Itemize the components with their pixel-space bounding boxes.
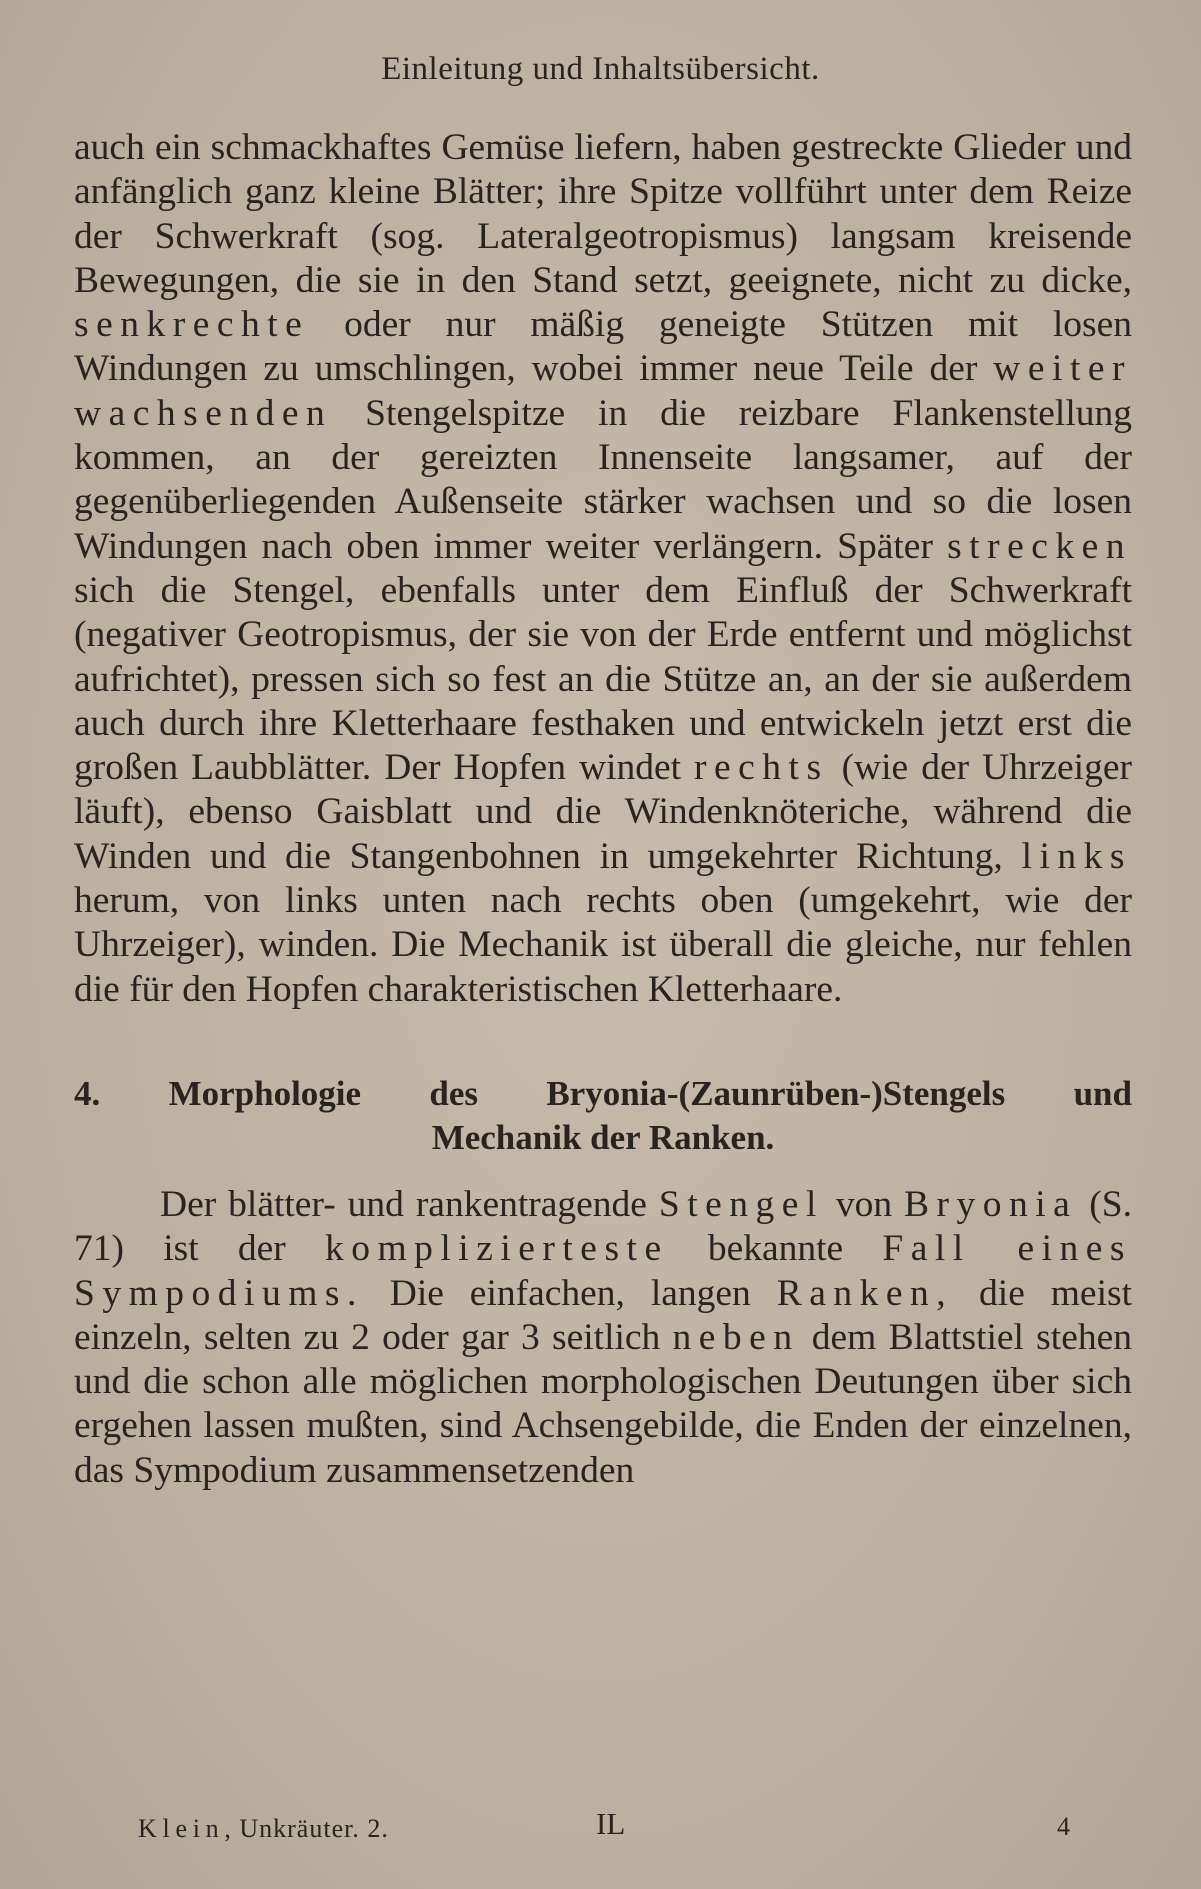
section-heading-line-2: Mechanik der Ranken. bbox=[431, 1117, 775, 1157]
paragraph-1 bbox=[74, 126, 1132, 1012]
text-run: sich die Stengel, ebenfalls unter dem Einfluß der Schwerkraft (negativer Geotropismus, der sie von der Erde entfernt und möglichst aufrichtet), pressen sich so fest an die Stütze an, an der sie außerdem auch durch ihre Kletterhaare festhaken und entwickeln jetzt erst die großen Laubblätter. Der Hopfen windet bbox=[74, 569, 1132, 789]
spaced-emphasis-run: Stengel bbox=[658, 1183, 824, 1225]
running-head: Einleitung und Inhaltsübersicht. bbox=[381, 51, 820, 87]
spaced-emphasis-run: rechts bbox=[694, 747, 829, 789]
text-run: von bbox=[823, 1183, 905, 1225]
text-run: dem Blattstiel stehen und die schon alle möglichen morphologischen Deutungen über sich ergehen lassen mußten, sind Achsengebilde, die Enden der einzelnen, das Sympodium zusammensetzenden bbox=[74, 1316, 1132, 1491]
paragraph-2 bbox=[74, 1183, 1132, 1493]
text-run: (S. 71) ist der bbox=[74, 1183, 1133, 1270]
spaced-emphasis-run: Ranken, bbox=[776, 1272, 954, 1314]
text-run: bekannte bbox=[668, 1228, 883, 1270]
spaced-emphasis-run: Bryonia bbox=[904, 1183, 1078, 1225]
spaced-emphasis-run: links bbox=[1021, 835, 1132, 877]
section-heading-line-1: 4. Morphologie des Bryonia-(Zaunrüben-)Stengels und bbox=[74, 1073, 1132, 1113]
section-heading bbox=[74, 1072, 1132, 1160]
text-run: auch ein schmackhaftes Gemüse liefern, haben gestreckte Glieder und anfänglich ganz kleine Blätter; ihre Spitze vollführt unter dem Reize der Schwerkraft (sog. Lateralgeotropismus) langsam kreisende Bewegungen, die sie in den Stand setzt, geeignete, nicht zu dicke, bbox=[74, 127, 1132, 301]
text-run: die meist einzeln, selten zu 2 oder gar 3 seitlich bbox=[74, 1272, 1132, 1358]
footer-sheet-number: 4 bbox=[1057, 1812, 1070, 1841]
spaced-emphasis-run: neben bbox=[672, 1316, 800, 1358]
footer-author: Klein bbox=[138, 1814, 225, 1843]
text-run: oder nur mäßig geneigte Stützen mit losen Windungen zu umschlingen, wobei immer neue Teile der bbox=[74, 304, 1132, 390]
footer-signature: IL bbox=[596, 1806, 626, 1841]
text-body bbox=[74, 126, 1132, 1493]
spaced-emphasis-run: weiter wachsenden bbox=[74, 348, 1132, 434]
text-run: (wie der Uhrzeiger läuft), ebenso Gaisblatt und die Windenknöteriche, während die Winden und die Stangenbohnen in umgekehrter Richtung, bbox=[74, 747, 1132, 877]
text-run: Der blätter- und rankentragende bbox=[160, 1183, 659, 1225]
text-run: Die einfachen, langen bbox=[363, 1272, 777, 1314]
spaced-emphasis-run: senkrechte bbox=[74, 304, 310, 346]
page-footer bbox=[0, 1806, 1201, 1850]
spaced-emphasis-run: strecken bbox=[947, 525, 1132, 567]
footer-book-credit bbox=[138, 1814, 389, 1844]
spaced-emphasis-run: komplizierteste bbox=[324, 1228, 669, 1270]
footer-title: , Unkräuter. 2. bbox=[224, 1814, 389, 1843]
text-run: Stengelspitze in die reizbare Flankenstellung kommen, an der gereizten Innenseite langsamer, auf der gegenüberliegenden Außenseite stärker wachsen und so die losen Windungen nach oben immer weiter verlängern. Später bbox=[74, 392, 1132, 567]
spaced-emphasis-run: Fall eines Sympodiums. bbox=[74, 1228, 1132, 1314]
text-run: herum, von links unten nach rechts oben (umgekehrt, wie der Uhrzeiger), winden. Die Mechanik ist überall die gleiche, nur fehlen die für den Hopfen charakteristischen Kletterhaare. bbox=[74, 880, 1132, 1010]
